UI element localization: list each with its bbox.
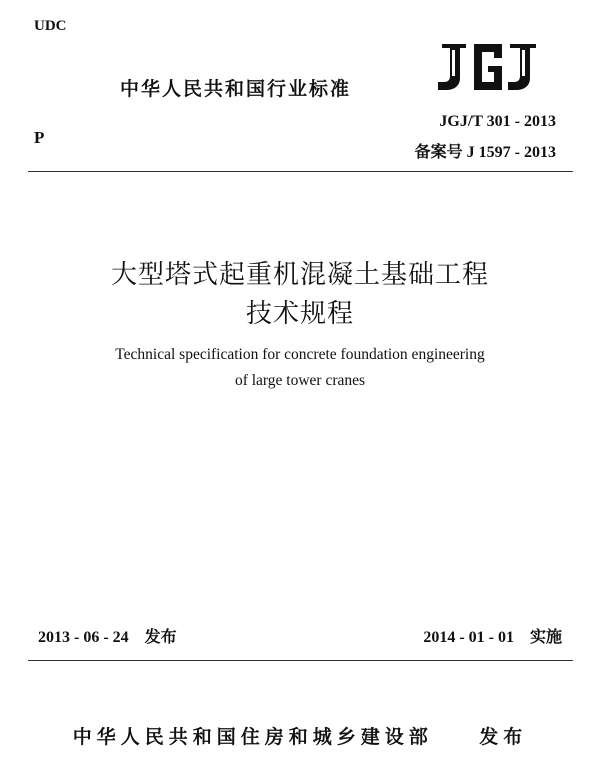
implement-date: 2014 - 01 - 01 xyxy=(423,629,514,646)
title-en-line2: of large tower cranes xyxy=(234,372,366,389)
classification-code: P xyxy=(34,128,45,147)
title-en-line1: Technical specification for concrete foundation engineering xyxy=(115,346,485,363)
issue-date: 2013 - 06 - 24 xyxy=(38,629,129,646)
title-cn-line1: 大型塔式起重机混凝土基础工程 xyxy=(110,260,489,290)
issue-label: 发布 xyxy=(144,627,177,646)
publish-label: 发布 xyxy=(479,726,528,748)
standard-category: 中华人民共和国行业标准 xyxy=(120,78,352,100)
publisher-block xyxy=(0,722,600,749)
top-divider xyxy=(28,171,573,172)
title-cn-line2: 技术规程 xyxy=(245,299,354,329)
bottom-divider xyxy=(28,660,573,661)
standard-number: JGJ/T 301 - 2013 xyxy=(439,113,556,130)
implement-label: 实施 xyxy=(529,627,562,646)
jgj-logo xyxy=(436,40,540,92)
udc-label: UDC xyxy=(34,18,67,34)
record-number: 备案号 J 1597 - 2013 xyxy=(414,144,556,161)
issue-date-block xyxy=(38,624,177,647)
implement-date-block xyxy=(423,624,562,647)
publisher-name: 中华人民共和国住房和城乡建设部 xyxy=(72,726,433,748)
